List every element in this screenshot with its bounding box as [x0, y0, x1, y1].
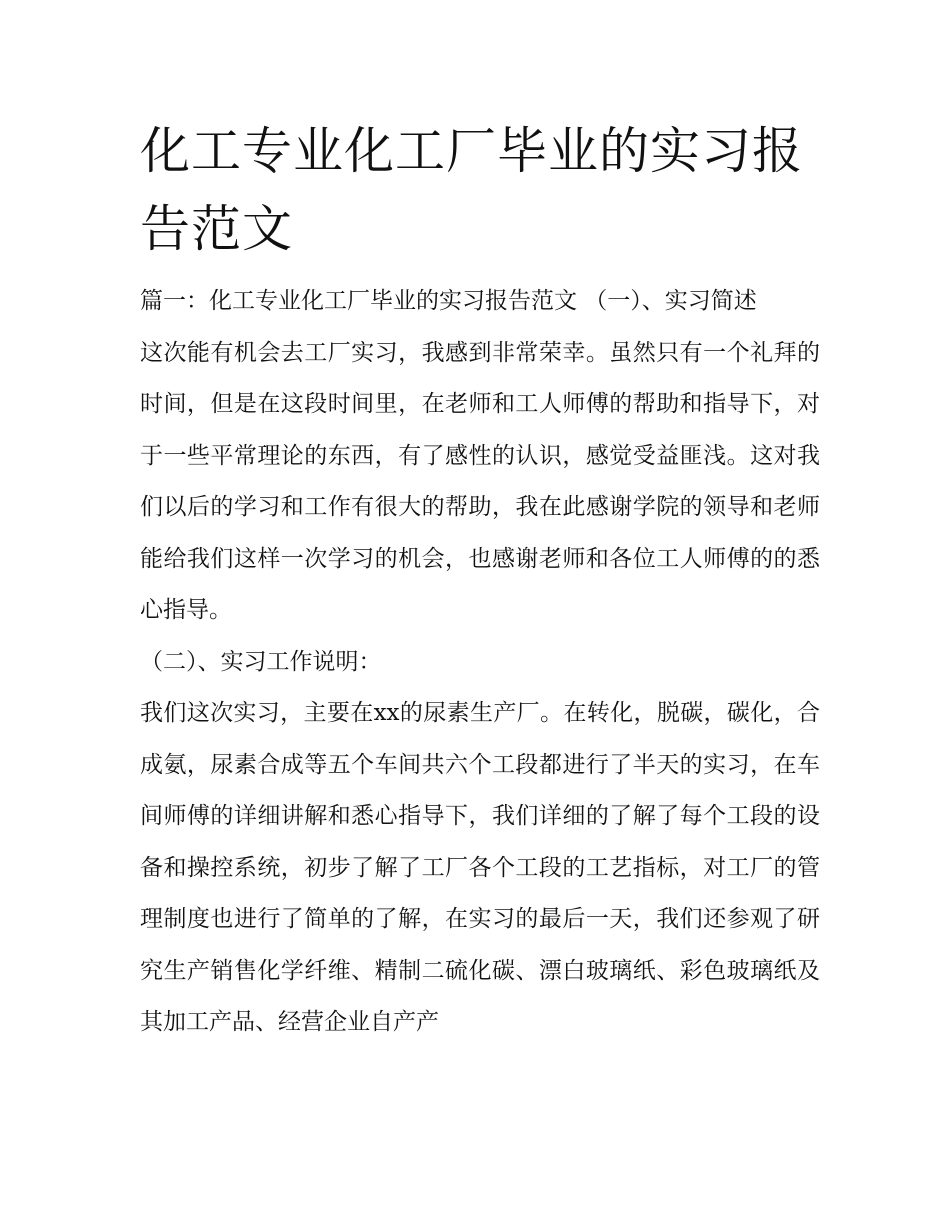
body-paragraph: 我们这次实习，主要在xx的尿素生产厂。在转化，脱碳，碳化，合成氨，尿素合成等五个车间共六个工段都进行了半天的实习，在车间师傅的详细讲解和悉心指导下，我们详细的了解了每个工段的设备和操控系统，初步了解了工厂各个工段的工艺指标，对工厂的管理制度也进行了简单的了解，在实习的最后一天，我们还参观了研究生产销售化学纤维、精制二硫化碳、漂白玻璃纸、彩色玻璃纸及其加工产品、经营企业自产产 — [140, 700, 820, 1035]
document-title: 化工专业化工厂毕业的实习报告范文 — [140, 122, 803, 258]
section-heading-2: （二）、实习工作说明： — [140, 648, 382, 675]
document-body — [140, 276, 820, 1049]
body-paragraph: 这次能有机会去工厂实习，我感到非常荣幸。虽然只有一个礼拜的时间，但是在这段时间里，在老师和工人师傅的帮助和指导下，对于一些平常理论的东西，有了感性的认识，感觉受益匪浅。这对我们以后的学习和工作有很大的帮助，我在此感谢学院的领导和老师能给我们这样一次学习的机会，也感谢老师和各位工人师傅的的悉心指导。 — [140, 339, 820, 623]
section-heading-1: 篇一：化工专业化工厂毕业的实习报告范文 （一）、实习简述 — [140, 288, 757, 314]
